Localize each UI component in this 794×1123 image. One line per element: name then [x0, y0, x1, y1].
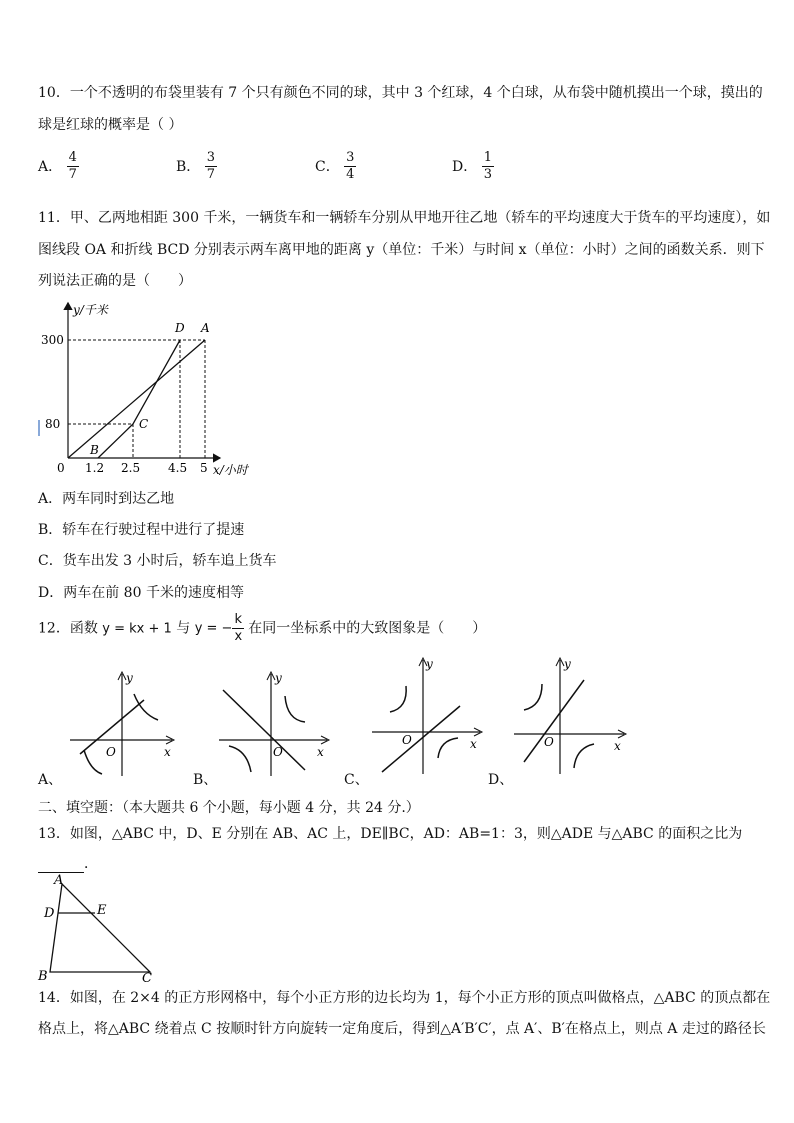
tick-2-5: 2.5: [121, 461, 141, 475]
option-label: A．: [38, 158, 63, 175]
q12-suffix: 在同一坐标系中的大致图象是（ ）: [248, 620, 487, 637]
vertex-a-label: A: [54, 873, 64, 888]
q14-line1: 14．如图，在 2×4 的正方形网格中，每个小正方形的边长均为 1，每个小正方形的顶点叫做格点，△ABC 的顶点都在: [38, 990, 771, 1006]
line-graph: [524, 680, 584, 762]
q11-line2: 图线段 OA 和折线 BCD 分别表示两车离甲地的距离 y（单位：千米）与时间 x（单位：小时）之间的函数关系．则下: [38, 242, 765, 258]
q11-option-d[interactable]: D．两车在前 80 千米的速度相等: [38, 585, 244, 601]
hyperbola-branch: [84, 750, 102, 774]
tick-5: 5: [200, 461, 208, 475]
point-b-label: B: [90, 443, 99, 457]
q12-prefix: 12．函数: [38, 620, 98, 637]
hyperbola-branch: [229, 746, 251, 772]
tick-300: 300: [41, 333, 64, 347]
polyline-bcd: [98, 340, 180, 458]
x-axis-label: x/小时: [213, 463, 248, 477]
vertex-b-label: B: [38, 969, 48, 984]
q11-option-c[interactable]: C．货车出发 3 小时后，轿车追上货车: [38, 553, 277, 569]
q12-mid: 与: [176, 620, 191, 637]
point-d-label: D: [175, 321, 185, 335]
vertex-c-label: C: [142, 971, 152, 984]
line-graph: [382, 706, 460, 772]
point-e-label: E: [97, 903, 107, 918]
tick-80: 80: [45, 417, 61, 431]
point-a-label: A: [201, 321, 210, 335]
hyperbola-branch: [574, 744, 594, 768]
q12-graph-d: [510, 654, 630, 779]
q11-line3: 列说法正确的是（ ）: [38, 273, 192, 289]
origin-label: O: [273, 745, 283, 759]
hyperbola-branch: [285, 696, 305, 722]
q11-option-a[interactable]: A．两车同时到达乙地: [38, 491, 175, 507]
q12-stem: [38, 612, 486, 646]
q10-line1: 10．一个不透明的布袋里装有 7 个只有颜色不同的球，其中 3 个红球，4 个白球，从布袋中随机摸出一个球，摸出的: [38, 85, 763, 101]
segment-oa: [68, 340, 205, 458]
x-label: x: [614, 739, 621, 753]
q12-option-a-label[interactable]: A、: [38, 772, 63, 788]
origin-label: O: [106, 745, 116, 759]
q10-option-d[interactable]: [452, 150, 494, 184]
q14-line2: 格点上，将△ABC 绕着点 C 按顺时针方向旋转一定角度后，得到△A′B′C′，点 A′、B′在格点上，则点 A 走过的路径长: [38, 1021, 766, 1037]
hyperbola-branch: [134, 694, 158, 720]
x-label: x: [164, 745, 171, 759]
x-label: x: [317, 745, 324, 759]
option-fraction: $\frac{3}{7}$: [206, 150, 216, 183]
hyperbola-branch: [524, 684, 542, 710]
option-fraction: $\frac{1}{3}$: [483, 150, 492, 183]
q13-triangle-figure: [34, 872, 164, 984]
q12-option-b-label[interactable]: B、: [193, 772, 218, 788]
q12-graph-b: [213, 666, 333, 781]
y-label: y: [275, 671, 282, 685]
q12-option-d-label[interactable]: D、: [488, 772, 514, 788]
y-axis-label: y/千米: [73, 303, 108, 317]
point-d-label: D: [44, 906, 55, 921]
q10-option-c[interactable]: [315, 150, 356, 184]
q12-option-c-label[interactable]: C、: [344, 772, 369, 788]
y-label: y: [126, 671, 133, 685]
tick-0: 0: [57, 461, 65, 475]
option-label: C．: [315, 158, 340, 175]
blank-tail: ．: [84, 856, 98, 872]
point-c-label: C: [139, 417, 149, 431]
q10-option-a[interactable]: [38, 150, 79, 184]
origin-label: O: [402, 733, 412, 747]
q11-distance-time-graph: [35, 298, 265, 480]
q12-eq1: y = kx + 1: [102, 621, 172, 637]
triangle-abc: [50, 884, 150, 972]
tick-1-2: 1.2: [85, 461, 105, 475]
q12-graph-a: [62, 666, 177, 781]
q11-line1: 11．甲、乙两地相距 300 千米，一辆货车和一辆轿车分别从甲地开往乙地（轿车的平均速度大于货车的平均速度），如: [38, 210, 771, 226]
y-label: y: [426, 657, 433, 671]
option-fraction: $\frac{4}{7}$: [68, 150, 77, 183]
option-label: B．: [176, 158, 201, 175]
x-label: x: [470, 737, 477, 751]
section-2-heading: 二、填空题：（本大题共 6 个小题，每小题 4 分，共 24 分.）: [38, 800, 420, 816]
q10-option-b[interactable]: [176, 150, 217, 184]
tick-4-5: 4.5: [168, 461, 188, 475]
q13-answer-line: [38, 853, 98, 873]
y-label: y: [564, 657, 571, 671]
q10-line2: 球是红球的概率是（ ）: [38, 117, 183, 133]
option-fraction: $\frac{3}{4}$: [346, 150, 355, 183]
hyperbola-branch: [438, 738, 458, 758]
origin-label: O: [544, 735, 554, 749]
option-label: D．: [452, 158, 478, 175]
q12-graph-c: [368, 654, 488, 779]
hyperbola-branch: [390, 686, 406, 712]
q13-line1: 13．如图，△ABC 中，D、E 分别在 AB、AC 上，DE∥BC，AD：AB=1：3，则△ADE 与△ABC 的面积之比为: [38, 826, 743, 842]
answer-blank[interactable]: [38, 858, 84, 873]
line-graph: [223, 690, 305, 770]
q11-option-b[interactable]: B．轿车在行驶过程中进行了提速: [38, 522, 245, 538]
q12-eq2: y = − $\frac{k}{x}$: [194, 612, 243, 645]
